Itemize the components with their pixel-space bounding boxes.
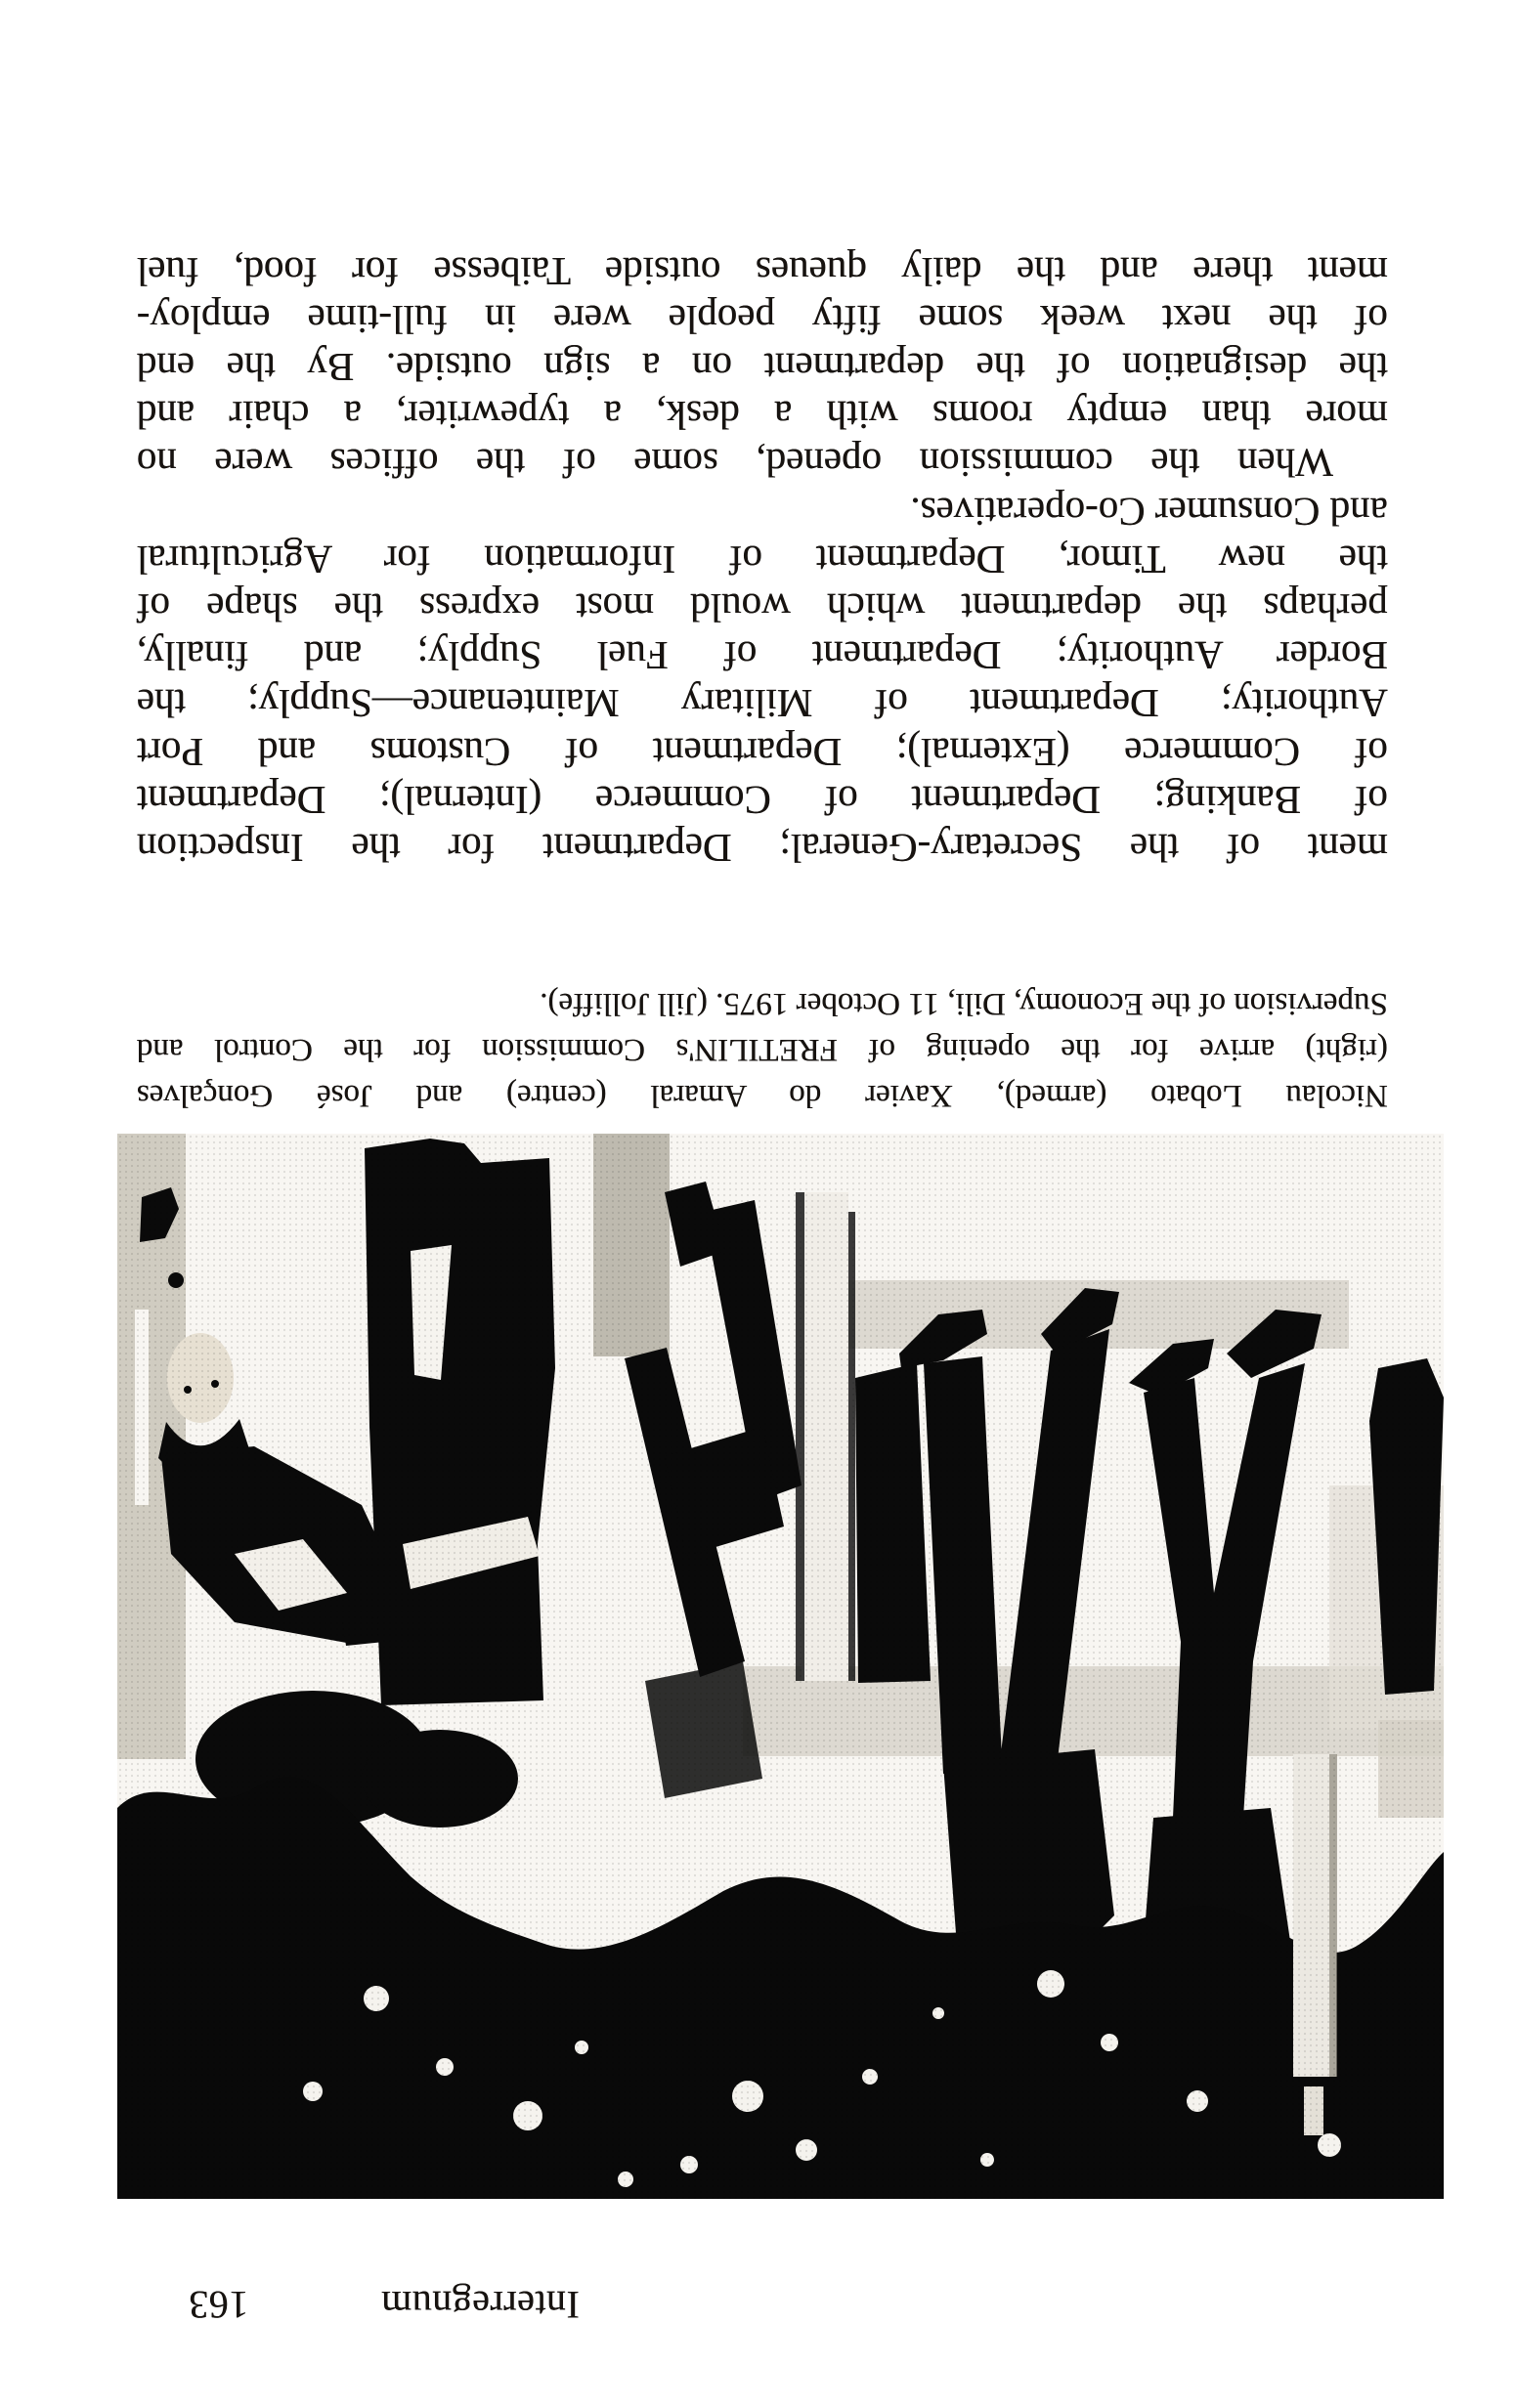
- text-line: perhaps the department which would most express the shape of: [137, 584, 1388, 630]
- paragraph: [137, 246, 1388, 487]
- caption-line: Nicolau Lobato (armed), Xavier do Amaral (centre) and José Gonçalves: [137, 1078, 1388, 1113]
- text-line: ment there and the daily queues outside Taibesse for food, fuel: [137, 248, 1388, 294]
- page-number: 163: [189, 2283, 249, 2327]
- text-line: When the commission opened, some of the offices were no: [137, 441, 1333, 487]
- text-line: more than empty rooms with a desk, a typewriter, a chair and: [137, 393, 1388, 439]
- chapter-title: Interregnum: [380, 2283, 580, 2327]
- text-line: of Commerce (External); Department of Customs and Port: [137, 729, 1388, 775]
- text-line: the new Timor, Department of Information for Agricultural: [137, 537, 1388, 582]
- photo-caption: [137, 980, 1388, 1118]
- body-text: [137, 246, 1388, 872]
- text-line: the designation of the department on a sign outside. By the end: [137, 344, 1388, 390]
- photograph: [117, 1134, 1444, 2199]
- text-line: and Consumer Co-operatives.: [910, 489, 1388, 535]
- text-line: of the next week some fifty people were in full-time employ-: [137, 296, 1388, 342]
- text-line: ment of the Secretary-General; Department for the Inspection: [137, 826, 1388, 871]
- running-header: [189, 2283, 580, 2326]
- text-line: Authority; Department of Military Maintenance—Supply; the: [137, 681, 1388, 727]
- caption-line: (right) arrive for the opening of FRETILIN's Commission for the Control and: [137, 1032, 1388, 1067]
- text-line: of Banking; Department of Commerce (Internal); Department: [137, 777, 1388, 823]
- caption-line: Supervision of the Economy, Dili, 11 October 1975. (Jill Jolliffe).: [540, 986, 1388, 1021]
- text-line: Border Authority; Department of Fuel Supply; and finally,: [137, 633, 1388, 679]
- paragraph-continuation: [137, 487, 1388, 872]
- photo-image: [117, 1134, 1444, 2199]
